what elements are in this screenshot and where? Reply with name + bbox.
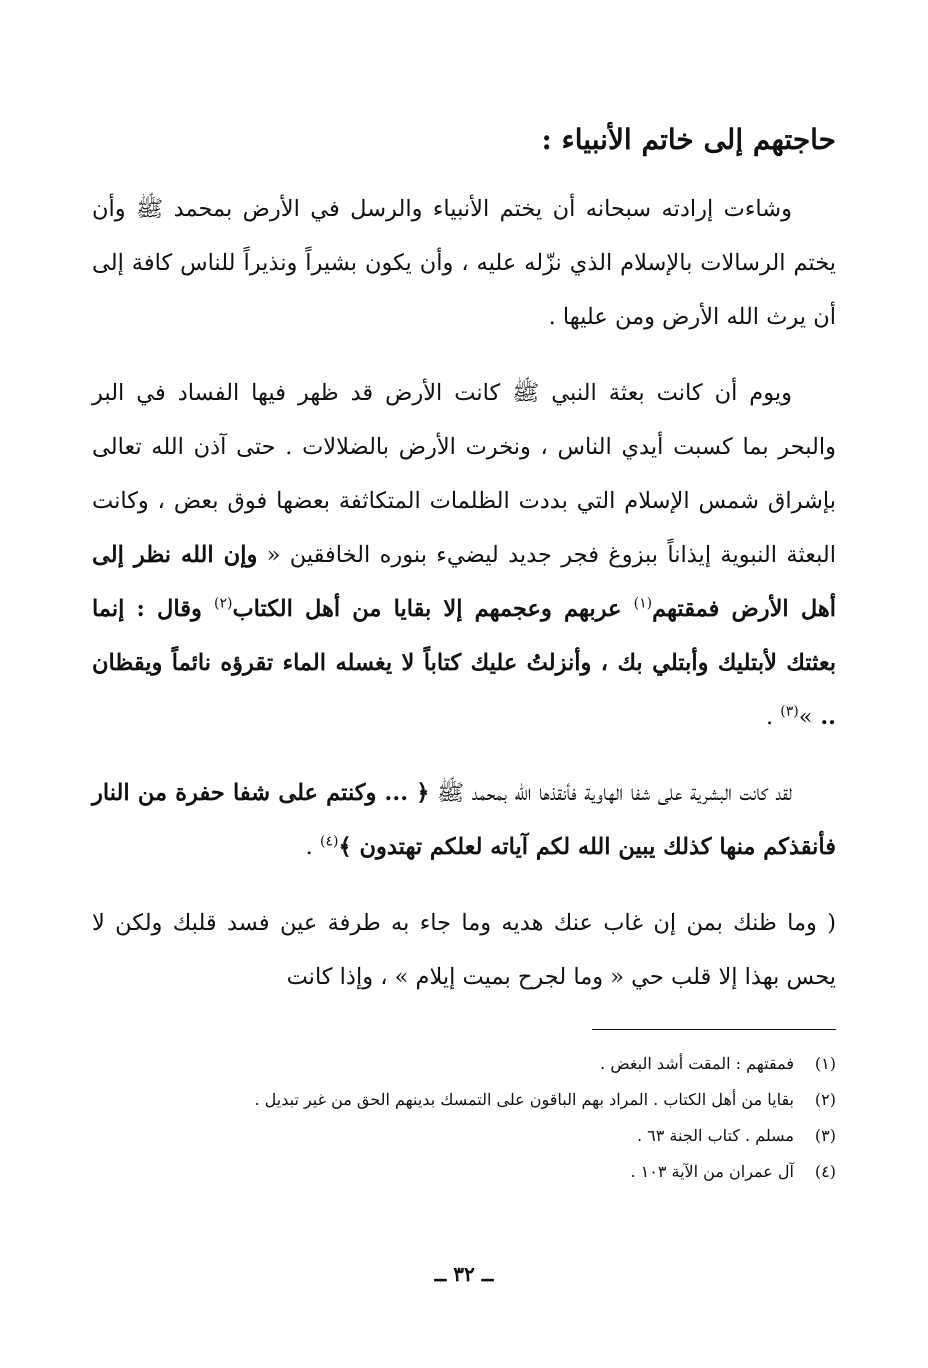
paragraph-3 — [92, 766, 836, 874]
footnote-divider — [592, 1029, 836, 1030]
footnote-item — [92, 1046, 836, 1082]
hadith-quote-part-a: وإن الله نظر إلى أهل الأرض فمقتهم — [92, 542, 836, 622]
footnote-number: (٣) — [814, 1126, 836, 1145]
footnote-item — [92, 1154, 836, 1190]
paragraph-1: وشاءت إرادته سبحانه أن يختم الأنبياء والرسل في الأرض بمحمد ﷺ وأن يختم الرسالات بالإسلام الذي نزّله عليه ، وأن يكون بشيراً ونذيراً للناس كافة إلى أن يرث الله الأرض ومن عليها . — [92, 196, 836, 330]
paragraph-2-end: . — [765, 704, 781, 730]
quote-close-mark: » — [798, 704, 813, 730]
footnote-text: بقايا من أهل الكتاب . المراد بهم الباقون على التمسك بدينهم الحق من غير تبديل . — [254, 1090, 794, 1109]
hadith-quote-part-c: وقال : إنما بعثتك لأبتليك وأبتلي بك ، وأنزلتُ عليك كتاباً لا يغسله الماء تقرؤه نائماً ويقظان .. — [92, 596, 836, 730]
hadith-quote-part-b: عربهم وعجمهم إلا بقايا من أهل الكتاب — [232, 596, 634, 622]
footnote-number: (٢) — [814, 1090, 836, 1109]
footnotes — [92, 1046, 836, 1190]
footnote-ref-2[interactable]: (٢) — [214, 595, 233, 612]
page-number: ــ ٣٢ ــ — [434, 1262, 494, 1286]
paragraph-3-end: . — [305, 834, 320, 860]
quran-verse-quote: ﴿ ... وكنتم على شفا حفرة من النار فأنقذكم منها كذلك يبين الله لكم آياته لعلكم تهتدون ﴾ — [92, 780, 836, 860]
footnote-text: آل عمران من الآية ١٠٣ . — [630, 1162, 794, 1181]
footnote-ref-3[interactable]: (٣) — [780, 703, 799, 720]
footnote-ref-4[interactable]: (٤) — [319, 833, 339, 850]
paragraph-3-text: لقد كانت البشرية على شفا الهاوية فأنقذها الله بمحمد ﷺ — [429, 780, 793, 806]
footnote-item — [92, 1118, 836, 1154]
footnote-text: مسلم . كتاب الجنة ٦٣ . — [636, 1126, 794, 1145]
section-heading: حاجتهم إلى خاتم الأنبياء : — [541, 123, 836, 156]
footnote-number: (٤) — [814, 1162, 836, 1181]
paragraph-2 — [92, 366, 836, 744]
paragraph-2-text: ويوم أن كانت بعثة النبي ﷺ كانت الأرض قد ظهر فيها الفساد في البر والبحر بما كسبت أيدي الناس ، ونخرت الأرض بالضلالات . حتى آذن الله تعالى بإشراق شمس الإسلام التي بددت الظلمات المتكاثفة بعضها فوق بعض ، وكانت البعثة النبوية إيذاناً ببزوغ فجر جديد ليضيء بنوره الخافقين « — [92, 380, 836, 568]
footnote-ref-1[interactable]: (١) — [633, 595, 653, 612]
footnote-text: فمقتهم : المقت أشد البغض . — [600, 1054, 794, 1073]
paragraph-4: ( وما ظنك بمن إن غاب عنك هديه وما جاء به طرفة عين فسد قلبك ولكن لا يحس بهذا إلا قلب حي « وما لجرح بميت إيلام » ، وإذا كانت — [92, 910, 836, 990]
page-body — [92, 120, 836, 1026]
footnote-number: (١) — [814, 1054, 836, 1073]
footnote-item — [92, 1082, 836, 1118]
